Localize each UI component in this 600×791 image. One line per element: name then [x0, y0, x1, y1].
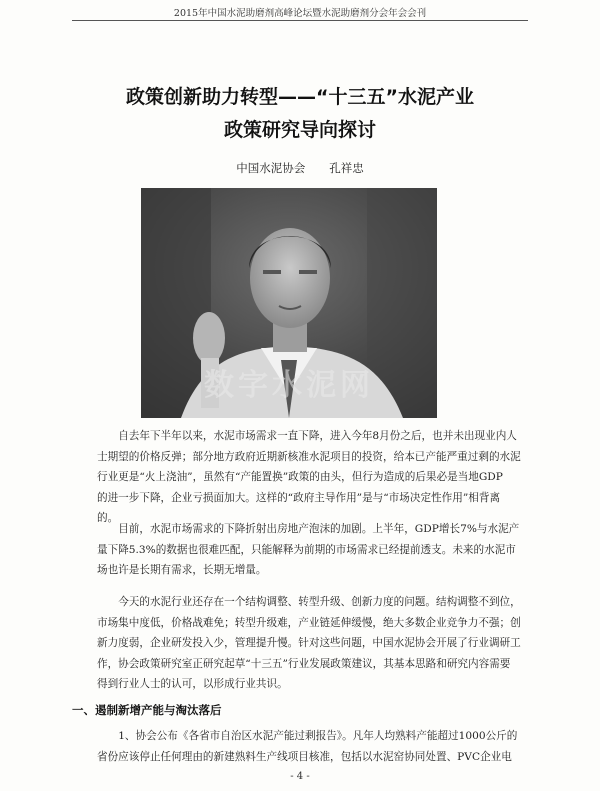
byline-author: 孔祥忠: [329, 161, 364, 175]
paragraph-line: 自去年下半年以来，水泥市场需求一直下降，进入今年8月份之后，也并未出现业内人: [118, 430, 517, 442]
paragraph-line: 的。: [97, 512, 119, 524]
paragraph-line: 行业更是“火上浇油”，虽然有“产能置换”政策的由头，但行为造成的后果必是当地GDP: [97, 471, 503, 483]
paragraph-line: 目前，水泥市场需求的下降折射出房地产泡沫的加剧。上半年，GDP增长7%与水泥产: [118, 523, 520, 535]
article-title-line-2: 政策研究导向探讨: [223, 119, 376, 141]
section-heading: 一、遏制新增产能与淘汰落后: [72, 703, 222, 717]
paragraph-line: 省份应该停止任何理由的新建熟料生产线项目核准，包括以水泥窑协同处置、PVC企业电: [97, 750, 512, 763]
paragraph-line: 市场集中度低，价格战难免；转型升级难，产业链延伸缓慢，绝大多数企业竞争力不强；创: [97, 616, 521, 629]
paragraph-line: 得到行业人士的认可，以形成行业共识。: [97, 678, 288, 690]
page-number: - 4 -: [290, 771, 310, 782]
paragraph-line: 士期望的价格反弹；部分地方政府近期新核准水泥项目的投资，给本已产能严重过剩的水泥: [97, 450, 521, 463]
body-paragraph-2: [97, 519, 521, 581]
body-paragraph-3: [97, 592, 521, 695]
paragraph-line: 今天的水泥行业还存在一个结构调整、转型升级、创新力度的问题。结构调整不到位，: [118, 596, 521, 608]
paragraph-line: 作，协会政策研究室正研究起草“十三五”行业发展政策建议，其基本思路和研究内容需要: [97, 657, 511, 670]
running-head: 2015年中国水泥助磨剂高峰论坛暨水泥助磨剂分会年会会刊: [173, 8, 427, 19]
paragraph-line: 场也许是长期有需求，长期无增量。: [97, 564, 267, 576]
byline-organization: 中国水泥协会: [236, 161, 306, 175]
paragraph-line: 的进一步下降，企业亏损面加大。这样的“政府主导作用”是与“市场决定性作用”相背离: [97, 491, 501, 504]
article-title-line-1: 政策创新助力转型——“十三五”水泥产业: [126, 86, 474, 108]
section-paragraph: [97, 726, 521, 767]
body-paragraph-1: [97, 426, 521, 529]
paragraph-line: 量下降5.3%的数据也很难匹配，只能解释为前期的市场需求已经提前透支。未来的水泥市: [97, 543, 516, 556]
byline: [0, 160, 600, 176]
photo-watermark: 数字水泥网: [204, 368, 374, 403]
speaker-photo: [141, 188, 437, 418]
paragraph-line: 新力度弱，企业研发投入少，管理提升慢。针对这些问题，中国水泥协会开展了行业调研工: [97, 637, 521, 649]
paragraph-line: 1、协会公布《各省市自治区水泥产能过剩报告》。凡年人均熟料产能超过1000公斤的: [118, 730, 518, 742]
header-rule: [72, 20, 528, 21]
